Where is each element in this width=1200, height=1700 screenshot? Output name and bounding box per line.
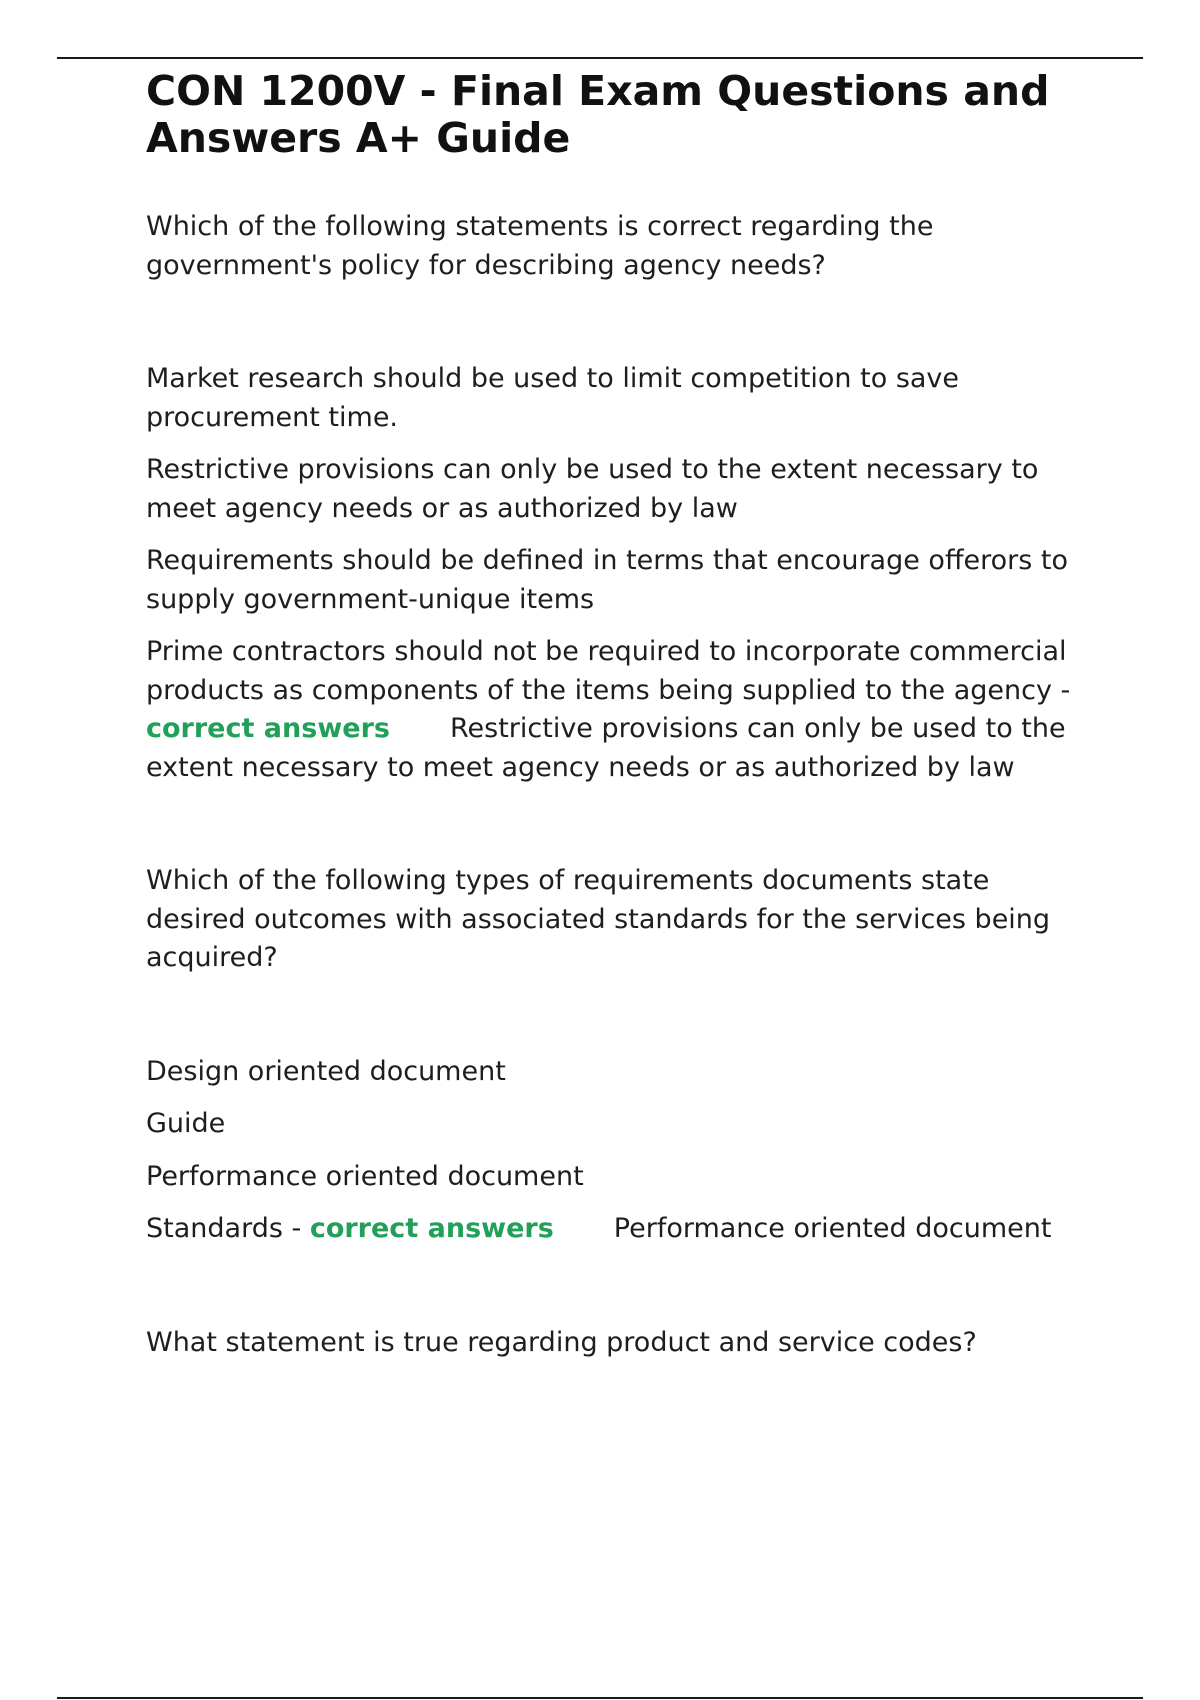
answer-option: Performance oriented document: [146, 1160, 584, 1192]
document-body: [146, 68, 1086, 1362]
bottom-rule: [57, 1697, 1143, 1699]
top-rule: [57, 57, 1143, 59]
correct-answers-label: correct answers: [146, 713, 390, 744]
answer-option-with-answer: [146, 633, 1086, 787]
question-text: What statement is true regarding product and service codes?: [146, 1326, 977, 1358]
answer-option: Design oriented document: [146, 1055, 506, 1087]
answer-option: Market research should be used to limit competition to save procurement time.: [146, 363, 960, 433]
answer-option-text: Standards -: [146, 1213, 310, 1244]
question-text: Which of the following types of requirements documents state desired outcomes with associated standards for the services being acquired?: [146, 865, 1051, 973]
question-text: Which of the following statements is correct regarding the government's policy for describing agency needs?: [146, 211, 934, 281]
answer-option-with-answer: [146, 1210, 1086, 1249]
answer-option: Guide: [146, 1108, 226, 1139]
answer-option: Requirements should be defined in terms that encourage offerors to supply government-unique items: [146, 545, 1069, 615]
correct-answer-text: Performance oriented document: [613, 1213, 1052, 1244]
answer-option-text: Prime contractors should not be required to incorporate commercial products as components of the items being supplied to the agency -: [146, 636, 1071, 706]
answer-option: Restrictive provisions can only be used to the extent necessary to meet agency needs or as authorized by law: [146, 454, 1039, 524]
correct-answer-text: Restrictive provisions can only be used to the extent necessary to meet agency needs or as authorized by law: [146, 713, 1066, 783]
document-title: CON 1200V - Final Exam Questions and Answers A+ Guide: [146, 67, 1050, 162]
correct-answers-label: correct answers: [309, 1213, 554, 1244]
